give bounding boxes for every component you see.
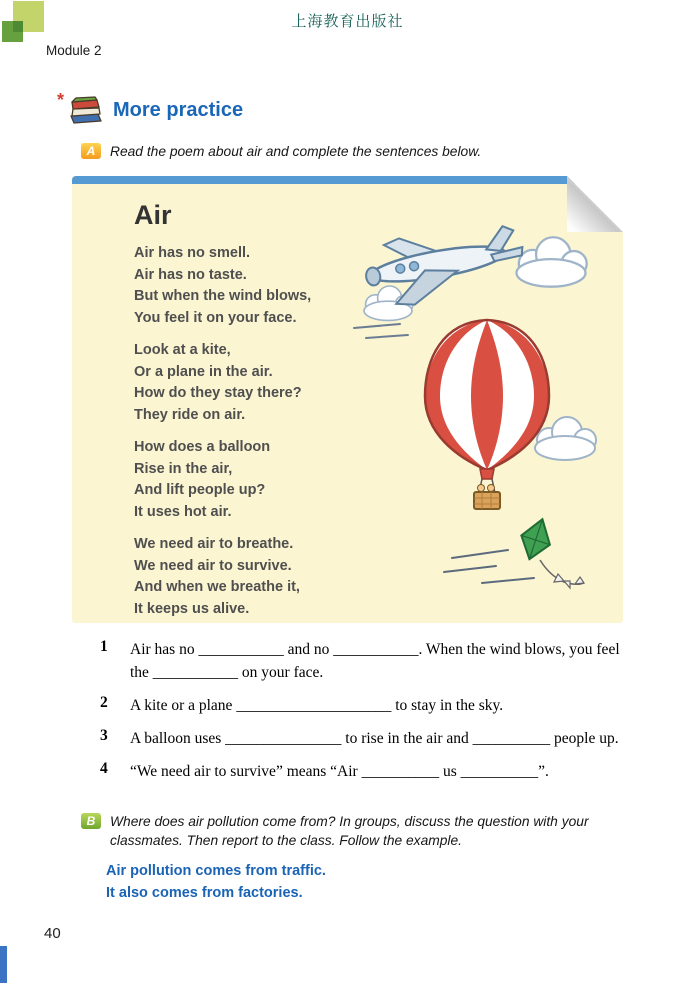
- books-stack-icon: [67, 94, 105, 126]
- page-number: 40: [44, 925, 61, 942]
- poem-line: We need air to breathe.: [134, 536, 294, 552]
- poem-illustration: [344, 220, 616, 618]
- poem-line: Rise in the air,: [134, 460, 233, 477]
- section-a: [81, 142, 641, 161]
- section-b-badge: B: [81, 813, 101, 829]
- section-a-badge: A: [81, 143, 101, 159]
- example-sentences: [106, 860, 326, 904]
- poem-line: But when the wind blows,: [134, 288, 312, 304]
- section-b: [81, 812, 631, 850]
- section-b-instruction: Where does air pollution come from? In groups, discuss the question with your classmates. Then report to the class. Follow the example.: [110, 814, 589, 848]
- asterisk-mark: *: [57, 90, 65, 110]
- wind-lines: [354, 324, 408, 338]
- question-row: [100, 727, 625, 750]
- poem-line: How do they stay there?: [134, 385, 302, 401]
- poem-line: Air has no smell.: [134, 245, 251, 261]
- publisher-title: 上海教育出版社: [291, 14, 404, 30]
- poem-stanza-1: [134, 243, 344, 329]
- poem-line: Look at a kite,: [134, 342, 231, 358]
- fill-in-questions: [100, 638, 625, 793]
- poem-line: You feel it on your face.: [134, 309, 297, 326]
- poem-line: Air has no taste.: [134, 266, 247, 283]
- kite-illustration: [515, 515, 584, 588]
- question-number: 1: [100, 638, 108, 655]
- question-number: 3: [100, 727, 108, 744]
- poem-line: How does a balloon: [134, 439, 271, 455]
- module-label: Module 2: [46, 43, 102, 58]
- question-text: Air has no ___________ and no ___________. When the wind blows, you feel the ___________ on your face.: [130, 641, 620, 681]
- poem-line: And lift people up?: [134, 482, 266, 498]
- section-a-instruction: Read the poem about air and complete the sentences below.: [110, 144, 482, 159]
- question-text: “We need air to survive” means “Air __________ us __________”.: [130, 763, 549, 780]
- question-row: [100, 760, 625, 783]
- poem-line: They ride on air.: [134, 406, 246, 423]
- balloon-illustration: [425, 320, 549, 509]
- more-practice-title: More practice: [113, 98, 244, 121]
- binding-edge-bar: [0, 946, 7, 983]
- poem-line: We need air to survive.: [134, 557, 292, 574]
- example-sentence: Air pollution comes from traffic.: [106, 863, 326, 879]
- question-number: 4: [100, 760, 108, 777]
- poem-body: [72, 176, 344, 620]
- poem-line: And when we breathe it,: [134, 579, 300, 595]
- kite-wind-lines: [444, 550, 534, 583]
- question-text: A balloon uses _______________ to rise in the air and __________ people up.: [130, 730, 619, 747]
- question-number: 2: [100, 694, 108, 711]
- poem-line: It keeps us alive.: [134, 600, 250, 617]
- question-row: [100, 638, 625, 684]
- question-row: [100, 694, 625, 717]
- poem-stanza-3: [134, 437, 344, 523]
- poem-line: Or a plane in the air.: [134, 363, 273, 380]
- poem-stanza-4: [134, 534, 344, 620]
- more-practice-heading: [57, 90, 244, 126]
- poem-card: [72, 176, 623, 623]
- example-sentence: It also comes from factories.: [106, 885, 303, 901]
- question-text: A kite or a plane ____________________ to stay in the sky.: [130, 697, 504, 714]
- poem-title: Air: [134, 200, 172, 230]
- poem-stanza-2: [134, 340, 344, 426]
- poem-line: It uses hot air.: [134, 503, 232, 520]
